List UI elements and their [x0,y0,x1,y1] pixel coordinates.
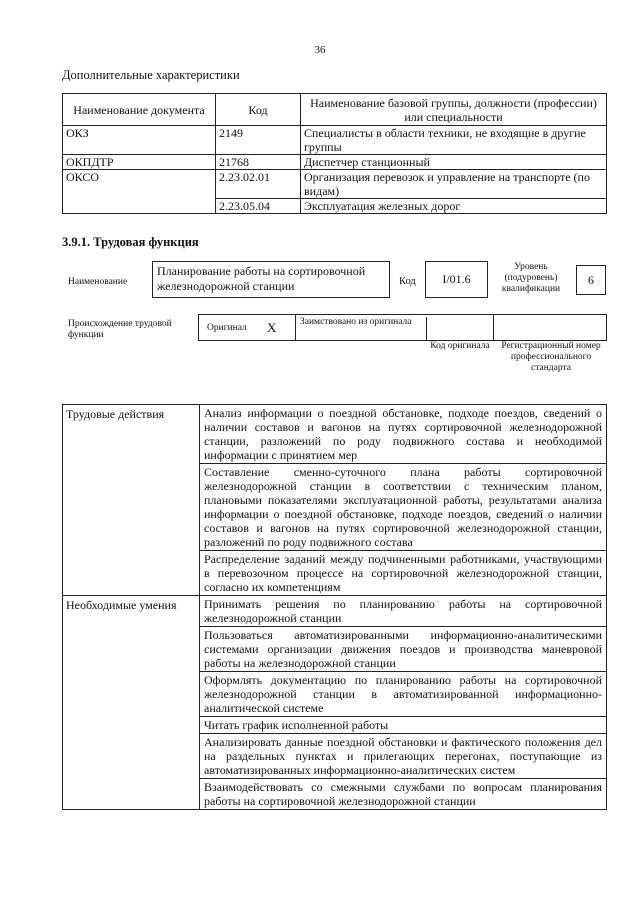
cell-code: 2.23.05.04 [216,199,301,214]
code-original-caption: Код оригинала [430,341,490,351]
page-number: 36 [314,44,326,56]
code-label: Код [399,276,416,287]
skill-item [200,717,607,734]
cell-code: 2149 [216,126,301,155]
cell-doc: ОКПДТР [63,155,216,170]
action-item [200,551,607,596]
original-cell [199,315,296,340]
skill-item [200,596,607,627]
function-code-value: I/01.6 [442,272,471,286]
action-item [200,464,607,551]
function-name-value: Планирование работы на сортировочной железнодорожной станции [157,264,366,293]
level-box [576,265,606,295]
column-header-document: Наименование документа [63,94,216,126]
cell-name: Эксплуатация железных дорог [301,199,607,214]
origin-label: Происхождение трудовой функции [68,319,172,340]
skill-text: Оформлять документацию по планированию работы на сортировочной железнодорожной станции в автоматизированной информационно-аналитической системе [204,673,602,715]
level-value: 6 [588,273,594,287]
skill-item [200,672,607,717]
borrowed-label: Заимствовано из оригинала [300,317,427,340]
skill-text: Читать график исполненной работы [204,718,389,732]
level-label: Уровень (подуровень) квалификации [501,262,561,294]
skills-label: Необходимые умения [63,596,200,810]
skill-text: Взаимодействовать со смежными службами по вопросам планирования работы на сортировочной железнодорожной станции [204,780,602,808]
cell-name: Диспетчер станционный [301,155,607,170]
table-row [63,170,607,199]
table-row [63,596,607,627]
skill-text: Анализировать данные поездной обстановки и фактического положения дел на раздельных пунктах и прилегающих перегонах, поступающие из автоматизированных информационно-аналитических систем [204,735,602,777]
original-label: Оригинал [207,323,247,333]
function-name-box [152,261,390,298]
cell-doc: ОКЗ [63,126,216,155]
cell-name: Организация перевозок и управление на транспорте (по видам) [301,170,607,199]
name-label: Наименование [68,277,128,287]
function-details-table [62,404,607,810]
actions-label: Трудовые действия [63,405,200,596]
skill-text: Пользоваться автоматизированными информационно-аналитическими системами организации движения поездов и производства маневровой работы на железнодорожной станции [204,628,602,670]
reg-number-caption: Регистрационный номер профессионального стандарта [501,341,601,373]
subsection-title: 3.9.1. Трудовая функция [62,235,199,249]
cell-code: 2.23.02.01 [216,170,301,199]
skill-item [200,627,607,672]
table-row [63,155,607,170]
cell-name: Специалисты в области техники, не входящие в другие группы [301,126,607,155]
skill-text: Принимать решения по планированию работы на сортировочной железнодорожной станции [204,597,602,625]
original-mark: X [267,320,277,335]
skill-item [200,734,607,779]
action-text: Составление сменно-суточного плана работы сортировочной железнодорожной станции в соответствии с техническим планом, плановыми показателями эксплуатационной работы, результатами анализа информации о поездной обстановке, подходе поездов, сведений о наличии составов и вагонов на путях сортировочной железнодорожной станции, разложений по роду подвижного состава [204,465,602,549]
action-text: Распределение заданий между подчиненными работниками, участвующими в перевозочном процессе на сортировочной железнодорожной станции, согласно их компетенциям [204,552,602,594]
table-row [63,405,607,464]
table-row [63,126,607,155]
function-code-box [425,261,488,298]
classifier-table [62,93,607,214]
code-original-cell [430,315,494,340]
table-header-row [63,94,607,126]
cell-doc: ОКСО [63,170,216,214]
section-caption: Дополнительные характеристики [62,68,240,82]
skill-item [200,779,607,810]
action-item [200,405,607,464]
cell-code: 21768 [216,155,301,170]
column-header-code: Код [216,94,301,126]
origin-table [198,314,607,341]
action-text: Анализ информации о поездной обстановке, подходе поездов, сведений о наличии составов и вагонов на путях сортировочной железнодорожной станции, разложений по роду подвижного состава и необходимой информации с принятием мер [204,406,602,462]
column-header-name: Наименование базовой группы, должности (профессии) или специальности [301,94,607,126]
